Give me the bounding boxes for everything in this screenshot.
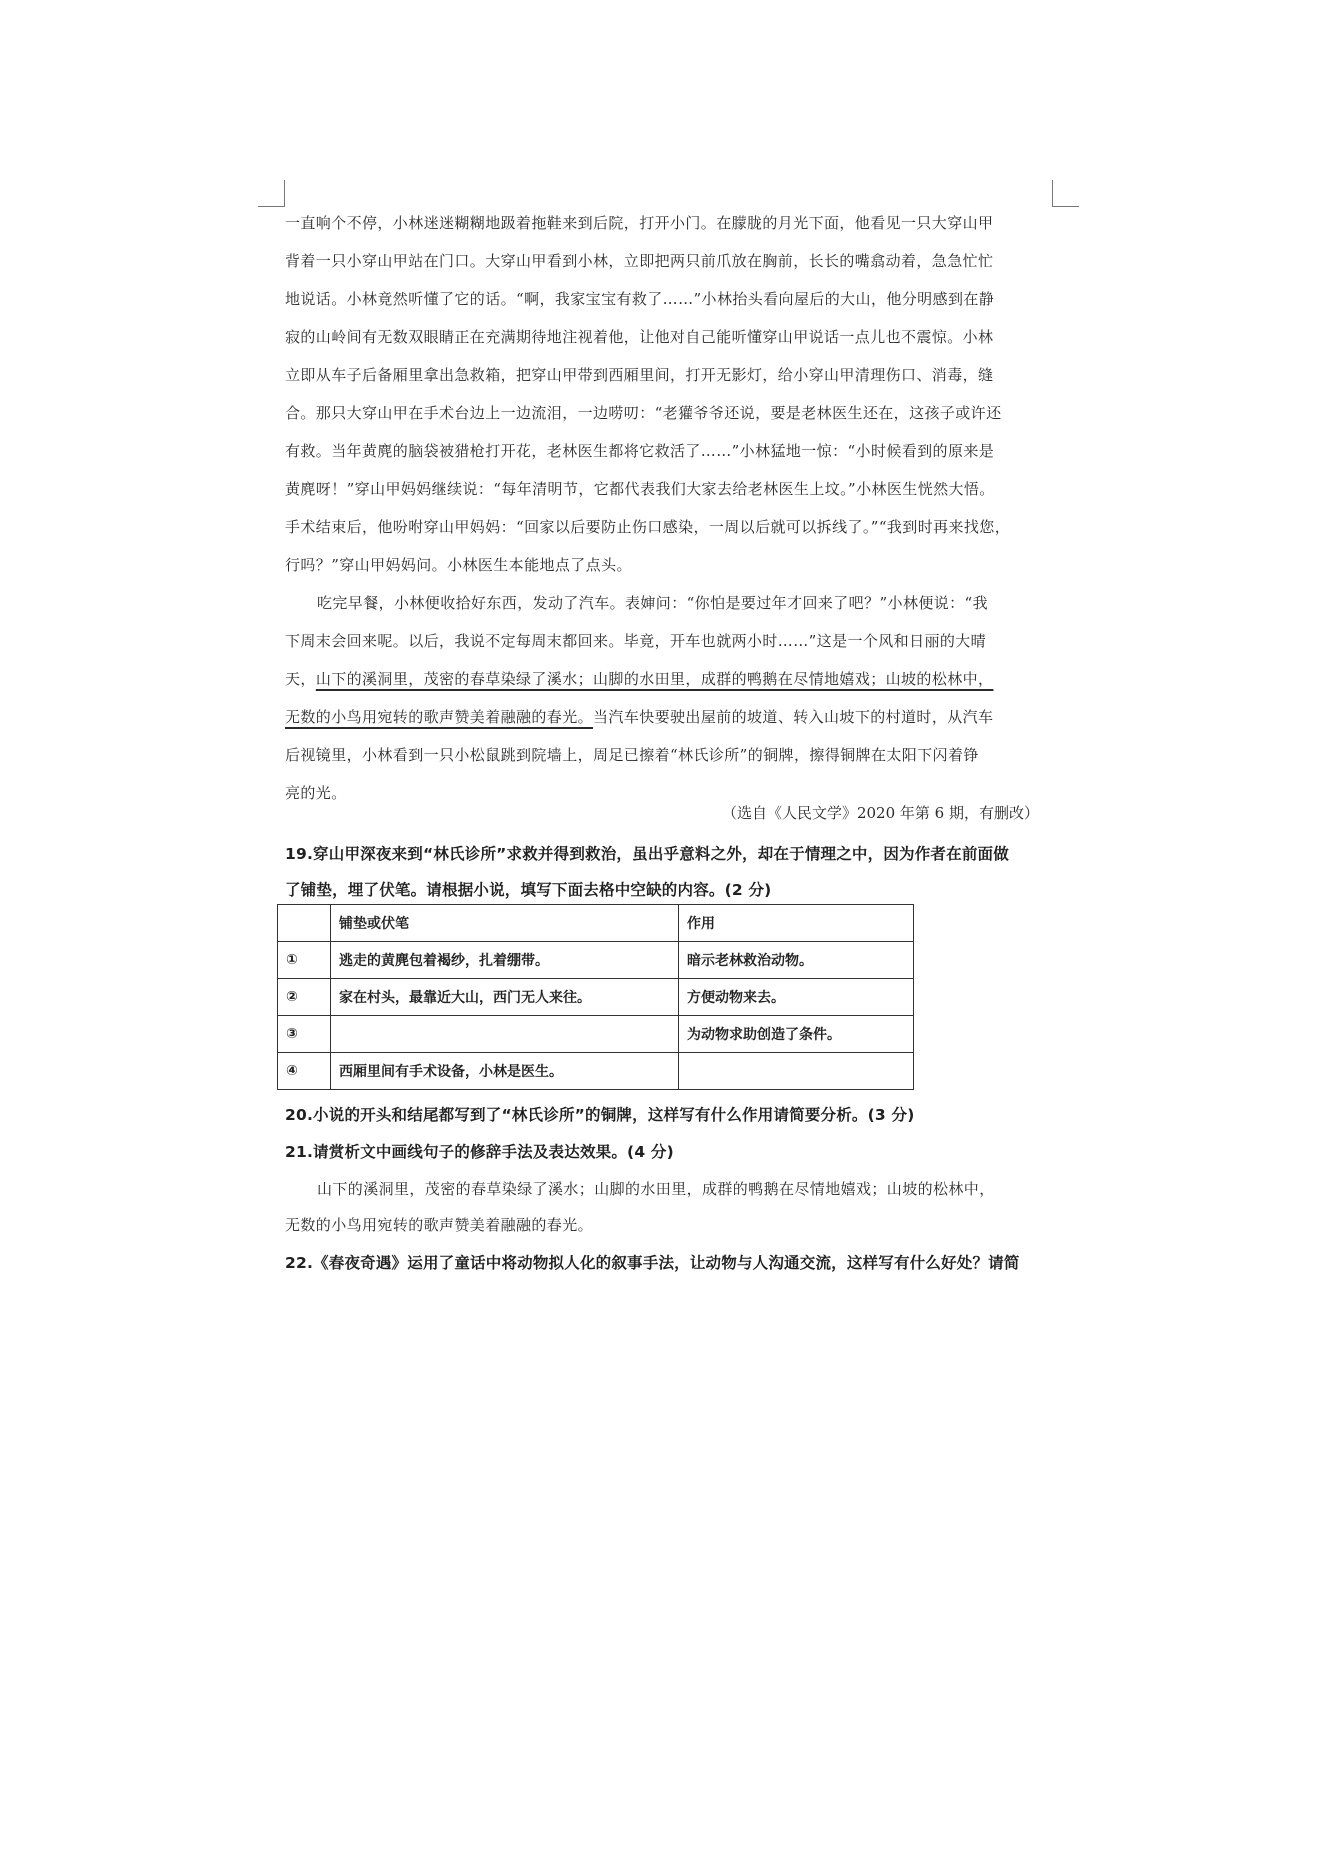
passage-line-3: 地说话。小林竟然听懂了它的话。“啊，我家宝宝有救了……”小林抬头看向屋后的大山，他分明感到在静 xyxy=(285,290,995,308)
table-cell-function: 为动物求助创造了条件。 xyxy=(679,1016,914,1053)
margin-corner-mark-right xyxy=(1052,180,1079,207)
underlined-sentence-part1: 山下的溪洞里，茂密的春草染绿了溪水；山脚的水田里，成群的鸭鹅在尽情地嬉戏；山坡的松林中， xyxy=(315,670,994,688)
passage-line-10: 行吗？”穿山甲妈妈问。小林医生本能地点了点头。 xyxy=(285,556,632,574)
passage-line-9: 手术结束后，他吩咐穿山甲妈妈：“回家以后要防止伤口感染，一周以后就可以拆线了。”“我到时再来找您， xyxy=(285,518,1011,536)
margin-corner-mark-left xyxy=(258,180,285,207)
passage-line-2: 背着一只小穿山甲站在门口。大穿山甲看到小林，立即把两只前爪放在胸前，长长的嘴翕动着，急急忙忙 xyxy=(285,252,994,270)
paragraph2-line-3 xyxy=(285,668,993,689)
table-cell-function-blank[interactable] xyxy=(679,1053,914,1090)
table-row xyxy=(278,1053,914,1090)
question-21-quote-line-1: 山下的溪洞里，茂密的春草染绿了溪水；山脚的水田里，成群的鸭鹅在尽情地嬉戏；山坡的松林中， xyxy=(317,1180,995,1198)
passage-line-7: 有救。当年黄麂的脑袋被猎枪打开花，老林医生都将它救活了……”小林猛地一惊：“小时候看到的原来是 xyxy=(285,442,995,460)
question-22: 22.《春夜奇遇》运用了童话中将动物拟人化的叙事手法，让动物与人沟通交流，这样写有什么好处？请简 xyxy=(285,1254,1020,1272)
passage-line-8: 黄麂呀！”穿山甲妈妈继续说：“每年清明节，它都代表我们大家去给老林医生上坟。”小林医生恍然大悟。 xyxy=(285,480,995,498)
table-cell-function: 方便动物来去。 xyxy=(679,979,914,1016)
table-cell-number: ④ xyxy=(278,1053,331,1090)
underlined-sentence-part2: 无数的小鸟用宛转的歌声赞美着融融的春光。 xyxy=(285,708,594,726)
line-rest: 当汽车快要驶出屋前的坡道、转入山坡下的村道时，从汽车 xyxy=(593,708,994,726)
passage-line-5: 立即从车子后备厢里拿出急救箱，把穿山甲带到西厢里间，打开无影灯，给小穿山甲清理伤口、消毒，缝 xyxy=(285,366,994,384)
table-cell-foreshadowing: 家在村头，最靠近大山，西门无人来往。 xyxy=(331,979,679,1016)
table-cell-foreshadowing: 西厢里间有手术设备，小林是医生。 xyxy=(331,1053,679,1090)
passage-line-4: 寂的山岭间有无数双眼睛正在充满期待地注视着他，让他对自己能听懂穿山甲说话一点儿也不震惊。小林 xyxy=(285,328,994,346)
question-19-line-2: 了铺垫，埋了伏笔。请根据小说，填写下面去格中空缺的内容。(2 分) xyxy=(285,881,772,899)
question-19-line-1: 19.穿山甲深夜来到“林氏诊所”求救并得到救治，虽出乎意料之外，却在于情理之中，因为作者在前面做 xyxy=(285,845,1009,863)
paragraph2-line-1: 吃完早餐，小林便收拾好东西，发动了汽车。表婶问：“你怕是要过年才回来了吧？”小林便说：“我 xyxy=(317,594,989,612)
foreshadowing-table xyxy=(277,904,914,1090)
paragraph2-line-2: 下周末会回来呢。以后，我说不定每周末都回来。毕竟，开车也就两小时……”这是一个风和日丽的大晴 xyxy=(285,632,987,650)
table-cell-foreshadowing-blank[interactable] xyxy=(331,1016,679,1053)
paragraph2-line-5: 后视镜里，小林看到一只小松鼠跳到院墙上，周足已擦着“林氏诊所”的铜牌，擦得铜牌在太阳下闪着铮 xyxy=(285,746,979,764)
table-row xyxy=(278,979,914,1016)
table-header-cell: 铺垫或伏笔 xyxy=(331,905,679,942)
question-21: 21.请赏析文中画线句子的修辞手法及表达效果。(4 分) xyxy=(285,1143,674,1161)
table-cell-number: ③ xyxy=(278,1016,331,1053)
passage-line-6: 合。那只大穿山甲在手术台边上一边流泪，一边唠叨：“老獾爷爷还说，要是老林医生还在，这孩子或许还 xyxy=(285,404,1002,422)
table-header-cell: 作用 xyxy=(679,905,914,942)
table-cell-number: ② xyxy=(278,979,331,1016)
table-row xyxy=(278,1016,914,1053)
question-20: 20.小说的开头和结尾都写到了“林氏诊所”的铜牌，这样写有什么作用请简要分析。(3 分) xyxy=(285,1106,915,1124)
table-header-cell xyxy=(278,905,331,942)
line-prefix: 天， xyxy=(285,670,316,688)
paragraph2-line-6: 亮的光。 xyxy=(285,784,347,802)
table-header-row xyxy=(278,905,914,942)
table-row xyxy=(278,942,914,979)
table-cell-number: ① xyxy=(278,942,331,979)
passage-line-1: 一直响个不停，小林迷迷糊糊地趿着拖鞋来到后院，打开小门。在朦胧的月光下面，他看见一只大穿山甲 xyxy=(285,214,994,232)
question-21-quote-line-2: 无数的小鸟用宛转的歌声赞美着融融的春光。 xyxy=(285,1216,594,1234)
paragraph2-line-4 xyxy=(285,706,993,727)
source-citation: （选自《人民文学》2020 年第 6 期，有删改） xyxy=(721,804,1039,822)
table-cell-foreshadowing: 逃走的黄麂包着褐纱，扎着绷带。 xyxy=(331,942,679,979)
table-cell-function: 暗示老林救治动物。 xyxy=(679,942,914,979)
